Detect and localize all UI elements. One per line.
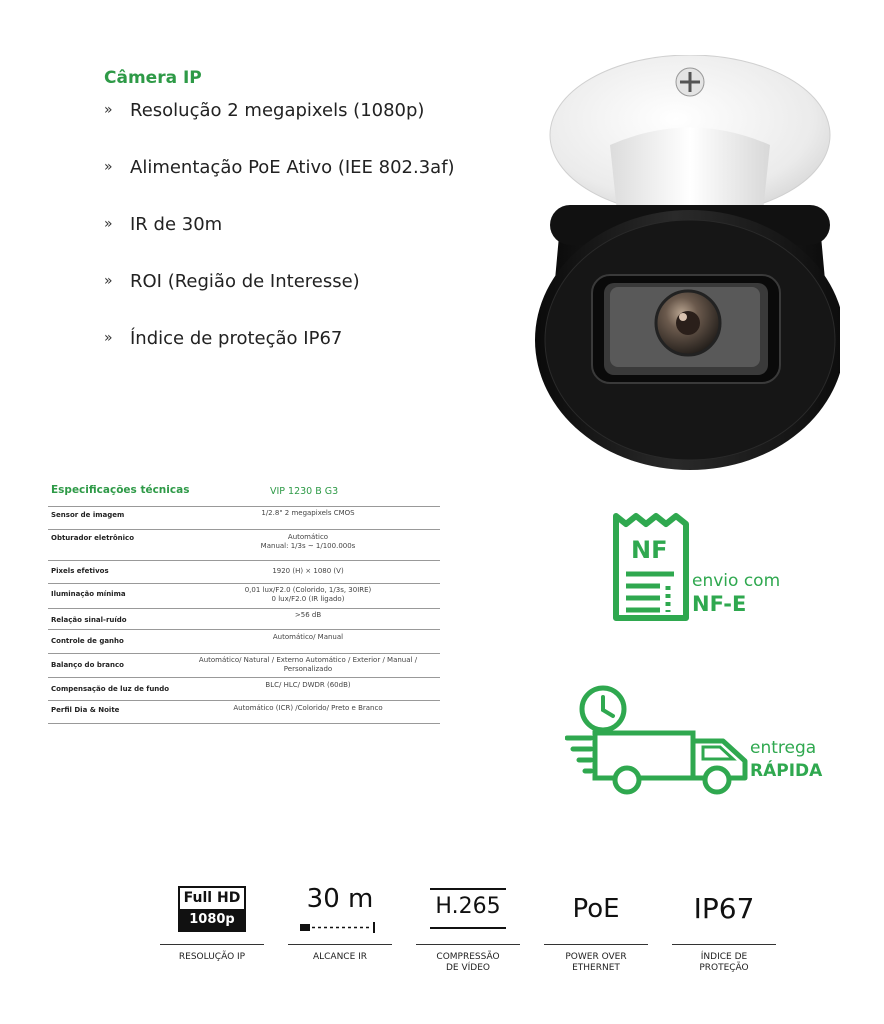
list-item bbox=[104, 100, 455, 157]
spec-key: Compensação de luz de fundo bbox=[51, 685, 170, 693]
icon-caption: ALCANCE IR bbox=[312, 952, 368, 962]
nf-icon-text: NF bbox=[631, 536, 668, 564]
spec-value: 1920 (H) × 1080 (V) bbox=[272, 567, 344, 575]
spec-key: Pixels efetivos bbox=[51, 567, 109, 575]
divider bbox=[160, 944, 264, 945]
receipt-icon bbox=[610, 512, 692, 622]
full-hd-icon: Full HD 1080p bbox=[178, 886, 246, 932]
table-row bbox=[48, 584, 440, 609]
ir-range-value: 30 m bbox=[306, 884, 374, 914]
delivery-line1: entrega bbox=[750, 738, 817, 758]
spec-key: Sensor de imagem bbox=[51, 511, 125, 519]
specs-model: VIP 1230 B G3 bbox=[270, 486, 339, 497]
spec-value: 0,01 lux/F2.0 (Colorido, 1/3s, 30IRE) 0 lux/F2.0 (IR ligado) bbox=[244, 586, 372, 603]
table-row bbox=[48, 678, 440, 701]
h265-value: H.265 bbox=[435, 894, 501, 919]
list-item bbox=[104, 328, 455, 385]
table-row bbox=[48, 561, 440, 584]
bullet-camera-image bbox=[530, 55, 840, 485]
spec-key: Relação sinal-ruído bbox=[51, 616, 127, 624]
spec-key: Perfil Dia & Noite bbox=[51, 706, 120, 714]
spec-key: Iluminação mínima bbox=[51, 590, 126, 598]
bullet-icon: » bbox=[104, 216, 113, 232]
divider bbox=[288, 944, 392, 945]
ip67-value: IP67 bbox=[693, 892, 755, 925]
feature-text: ROI (Região de Interesse) bbox=[130, 271, 360, 292]
list-item bbox=[104, 157, 455, 214]
nf-line1: envio com bbox=[692, 571, 781, 591]
specs-table bbox=[48, 484, 440, 724]
bullet-icon: » bbox=[104, 273, 113, 289]
spec-key: Obturador eletrônico bbox=[51, 534, 135, 542]
feature-icons-row bbox=[160, 880, 780, 990]
specs-header bbox=[48, 484, 440, 507]
spec-value: 1/2.8" 2 megapixels CMOS bbox=[261, 509, 355, 517]
spec-key: Balanço do branco bbox=[51, 661, 124, 669]
spec-value: Automático (ICR) /Colorido/ Preto e Branco bbox=[233, 704, 383, 712]
list-item bbox=[104, 214, 455, 271]
icon-caption: RESOLUÇÃO IP bbox=[178, 952, 246, 962]
delivery-line2: RÁPIDA bbox=[750, 761, 823, 781]
feature-list bbox=[104, 100, 455, 385]
feature-text: Resolução 2 megapixels (1080p) bbox=[130, 100, 425, 121]
table-row bbox=[48, 630, 440, 654]
divider bbox=[672, 944, 776, 945]
table-row bbox=[48, 609, 440, 630]
spec-value: Automático/ Natural / Externo Automático / Exterior / Manual / Personalizado bbox=[198, 656, 418, 673]
bullet-icon: » bbox=[104, 330, 113, 346]
icon-caption: POWER OVER ETHERNET bbox=[565, 952, 627, 973]
table-row bbox=[48, 654, 440, 678]
list-item bbox=[104, 271, 455, 328]
page-title: Câmera IP bbox=[104, 68, 202, 88]
spec-value: BLC/ HLC/ DWDR (60dB) bbox=[265, 681, 351, 689]
range-arrow-icon bbox=[298, 920, 382, 934]
spec-value: Automático/ Manual bbox=[272, 633, 344, 641]
icon-caption: COMPRESSÃO DE VÍDEO bbox=[436, 952, 500, 973]
table-row bbox=[48, 530, 440, 561]
feature-text: IR de 30m bbox=[130, 214, 223, 235]
feature-text: Índice de proteção IP67 bbox=[130, 328, 343, 349]
spec-value: >56 dB bbox=[294, 611, 322, 619]
divider bbox=[416, 944, 520, 945]
table-row bbox=[48, 701, 440, 724]
specs-title: Especificações técnicas bbox=[51, 484, 190, 496]
divider bbox=[544, 944, 648, 945]
spec-key: Controle de ganho bbox=[51, 637, 124, 645]
poe-value: PoE bbox=[572, 894, 620, 924]
bullet-icon: » bbox=[104, 159, 113, 175]
feature-text: Alimentação PoE Ativo (IEE 802.3af) bbox=[130, 157, 455, 178]
icon-caption: ÍNDICE DE PROTEÇÃO bbox=[699, 952, 749, 973]
spec-value: Automático Manual: 1/3s ~ 1/100.000s bbox=[260, 533, 356, 550]
table-row bbox=[48, 507, 440, 530]
delivery-truck-icon bbox=[565, 683, 755, 798]
bullet-icon: » bbox=[104, 102, 113, 118]
nf-line2: NF-E bbox=[692, 592, 747, 616]
